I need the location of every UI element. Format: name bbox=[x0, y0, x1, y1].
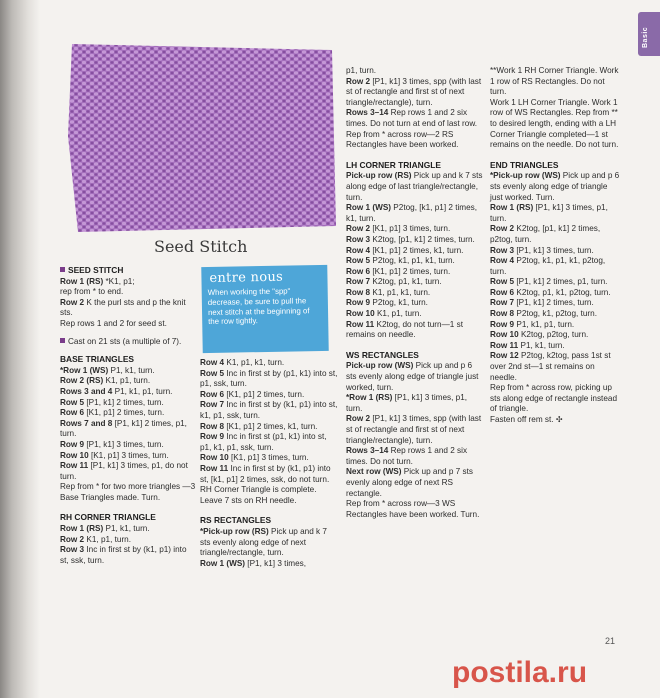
instruction-line bbox=[346, 66, 484, 77]
spacer bbox=[346, 151, 484, 160]
instruction-text: [K1, p1] 3 times, turn. bbox=[370, 224, 451, 234]
row-label: Row 10 bbox=[490, 330, 519, 340]
instruction-text: [K1, p1] 3 times, turn. bbox=[228, 453, 309, 463]
instruction-text: RS RECTANGLES bbox=[200, 515, 272, 526]
instruction-line bbox=[200, 369, 338, 390]
instruction-line bbox=[346, 256, 484, 267]
instruction-line bbox=[490, 256, 622, 277]
instruction-text: Pick up and p 6 sts evenly along edge of triangle just worked, turn. bbox=[346, 361, 479, 392]
instruction-line bbox=[490, 298, 622, 309]
instruction-line bbox=[346, 361, 484, 393]
instruction-text: [K1, p1] 2 times, k1, turn. bbox=[370, 245, 464, 255]
row-label: Rows 3–14 bbox=[346, 446, 389, 456]
instruction-text: Inc in first st (p1, k1) into st, p1, k1, p1, ssk, turn. bbox=[200, 432, 327, 452]
row-label: Row 8 bbox=[490, 309, 515, 319]
instruction-line bbox=[200, 453, 338, 464]
instruction-line bbox=[346, 499, 484, 520]
instruction-text: RH CORNER TRIANGLE bbox=[60, 512, 156, 523]
instruction-text: Rep from * for two more triangles —3 Base Triangles made. Turn. bbox=[60, 482, 196, 502]
instruction-text: P1, k1, p1, turn. bbox=[112, 386, 173, 396]
row-label: Row 10 bbox=[60, 450, 89, 460]
instruction-text: LH CORNER TRIANGLE bbox=[346, 159, 441, 170]
row-label: Row 11 bbox=[346, 319, 375, 329]
instruction-text: Cast on 21 sts (a multiple of 7). bbox=[68, 336, 182, 346]
row-label: Row 5 bbox=[60, 397, 85, 407]
spacer bbox=[60, 347, 196, 354]
tip-box-text: When working the "spp" decrease, be sure to pull the next stitch at the beginning of the row tightly. bbox=[207, 286, 310, 327]
instruction-text: [P1, k1] 3 times, turn. bbox=[84, 439, 164, 449]
row-label: Row 5 bbox=[490, 277, 515, 287]
section-heading bbox=[60, 265, 196, 276]
row-label: Row 5 bbox=[200, 368, 225, 378]
instruction-line bbox=[60, 545, 196, 566]
instruction-line bbox=[490, 246, 622, 257]
instruction-text: SEED STITCH bbox=[68, 265, 124, 275]
column-1 bbox=[60, 265, 196, 566]
instruction-line bbox=[346, 171, 484, 203]
instruction-line bbox=[346, 298, 484, 309]
section-heading bbox=[200, 515, 338, 526]
instruction-text: K1, p1, k1, turn. bbox=[224, 358, 285, 367]
instruction-line bbox=[200, 400, 338, 421]
instruction-text: K1, p1, turn. bbox=[374, 309, 422, 319]
instruction-line bbox=[200, 432, 338, 453]
instruction-line bbox=[346, 288, 484, 299]
row-label: Row 8 bbox=[200, 421, 225, 431]
instruction-line bbox=[346, 108, 484, 129]
row-label: Row 1 (RS) bbox=[490, 203, 534, 213]
instruction-line bbox=[490, 351, 622, 383]
instruction-text: RH Corner Triangle is complete. Leave 7 sts on RH needle. bbox=[200, 485, 317, 505]
instruction-line bbox=[490, 309, 622, 320]
instruction-text: P2tog, k1, turn. bbox=[370, 298, 428, 308]
section-heading bbox=[60, 354, 196, 365]
instruction-line bbox=[60, 319, 196, 330]
instruction-text: WS RECTANGLES bbox=[346, 349, 419, 360]
instruction-text: K2tog, [p1, k1] 2 times, turn. bbox=[370, 234, 475, 244]
instruction-text: Inc in first st by (p1, k1) into st, p1, ssk, turn. bbox=[200, 368, 338, 389]
row-label: Rows 7 and 8 bbox=[60, 418, 113, 428]
instruction-line bbox=[60, 535, 196, 546]
instruction-text: rep from * to end. bbox=[60, 287, 124, 297]
row-label: Row 9 bbox=[200, 432, 225, 442]
instruction-line bbox=[346, 467, 484, 499]
row-label: Row 6 bbox=[200, 389, 225, 399]
instruction-text: Inc in first st by (k1, p1) into st, ssk, turn. bbox=[60, 545, 187, 565]
instruction-line bbox=[60, 482, 196, 503]
row-label: Row 2 bbox=[490, 224, 515, 234]
instruction-text: Fasten off rem st. ✣ bbox=[490, 415, 563, 424]
instruction-text: *K1, p1; bbox=[103, 276, 135, 286]
instruction-text: K the purl sts and p the knit sts. bbox=[60, 297, 186, 318]
instruction-text: P1, k1, turn. bbox=[103, 524, 150, 534]
row-label: Row 9 bbox=[490, 319, 515, 329]
row-label: Row 2 bbox=[346, 414, 371, 424]
section-tab-label: Basic bbox=[642, 26, 649, 48]
spacer bbox=[200, 506, 338, 515]
watermark-text: postila.ru bbox=[452, 656, 588, 689]
row-label: Row 6 bbox=[60, 408, 85, 418]
row-label: Row 12 bbox=[490, 351, 519, 361]
row-label: Row 7 bbox=[200, 400, 225, 410]
instruction-line bbox=[60, 440, 196, 451]
instruction-line bbox=[60, 366, 196, 377]
spacer bbox=[490, 151, 622, 160]
instruction-line bbox=[346, 414, 484, 446]
instruction-line bbox=[200, 485, 338, 506]
row-label: Row 6 bbox=[490, 287, 515, 297]
instruction-line bbox=[346, 446, 484, 467]
book-spine bbox=[0, 0, 40, 698]
row-label: Pick-up row (WS) bbox=[346, 361, 414, 371]
row-label: Pick-up row (RS) bbox=[346, 171, 412, 181]
instruction-line bbox=[60, 461, 196, 482]
instruction-line bbox=[200, 464, 338, 485]
row-label: Row 6 bbox=[346, 266, 371, 276]
watermark-logo bbox=[436, 654, 658, 692]
instruction-line bbox=[60, 398, 196, 409]
instruction-text: [K1, p1] 2 times, k1, turn. bbox=[224, 421, 318, 431]
instruction-line bbox=[490, 224, 622, 245]
instruction-line bbox=[346, 320, 484, 341]
instruction-text: K2tog, p1, k1, turn. bbox=[370, 277, 442, 287]
instruction-line bbox=[60, 524, 196, 535]
instruction-text: [K1, p1] 2 times, turn. bbox=[84, 408, 165, 418]
row-label: Next row (WS) bbox=[346, 467, 402, 477]
page-number: 21 bbox=[605, 636, 616, 646]
instruction-line bbox=[346, 277, 484, 288]
instruction-line bbox=[490, 98, 622, 151]
row-label: *Row 1 (RS) bbox=[346, 393, 393, 403]
section-heading bbox=[60, 512, 196, 523]
instruction-text: Pick up and p 6 sts evenly along edge of triangle just worked. Turn. bbox=[490, 171, 620, 202]
instruction-line bbox=[60, 451, 196, 462]
row-label: Row 2 bbox=[60, 534, 85, 544]
instruction-line bbox=[60, 419, 196, 440]
instruction-line bbox=[346, 309, 484, 320]
instruction-line bbox=[490, 330, 622, 341]
instruction-text: P2tog, k1, p2tog, turn. bbox=[514, 309, 597, 319]
instruction-text: K2tog, [p1, k1] 2 times, p2tog, turn. bbox=[490, 224, 601, 244]
section-heading bbox=[346, 160, 484, 171]
instruction-text: P1, k1, turn. bbox=[518, 340, 565, 350]
instruction-line bbox=[346, 246, 484, 257]
instruction-text: K1, p1, turn. bbox=[103, 376, 151, 386]
instruction-text: BASE TRIANGLES bbox=[60, 354, 134, 365]
instruction-line bbox=[200, 358, 338, 369]
instruction-line bbox=[346, 130, 484, 151]
row-label: Row 1 (WS) bbox=[200, 558, 246, 568]
row-label: Row 4 bbox=[346, 245, 371, 255]
instruction-line bbox=[200, 390, 338, 401]
row-label: Row 2 bbox=[60, 297, 85, 307]
instruction-text: [P1, k1] 2 times, p1, turn. bbox=[60, 418, 187, 439]
instruction-text: P1, k1, p1, turn. bbox=[514, 319, 575, 329]
seed-stitch-swatch-image bbox=[62, 36, 342, 236]
instruction-line bbox=[346, 224, 484, 235]
instruction-text: Pick up and k 7 sts evenly along edge of next triangle/rectangle, turn. bbox=[200, 526, 327, 558]
instruction-text: K1, p1, turn. bbox=[84, 534, 132, 544]
instruction-text: K2tog, p2tog, turn. bbox=[518, 330, 589, 340]
instruction-text: **Work 1 RH Corner Triangle. Work 1 row of RS Rectangles. Do not turn. bbox=[490, 66, 619, 97]
row-label: Row 3 bbox=[490, 245, 515, 255]
instruction-text: Pick up and k 7 sts along edge of last triangle/rectangle, turn. bbox=[346, 171, 483, 202]
instruction-text: Inc in first st by (k1, p1) into st, k1, p1, ssk, turn. bbox=[200, 400, 338, 420]
instruction-text: [P1, k1] 3 times, p1, turn. bbox=[346, 393, 468, 413]
row-label: Row 4 bbox=[200, 358, 225, 367]
instruction-text: [P1, k1] 3 times, spp (with last st of rectangle and first st of next triangle/rectangle), turn. bbox=[346, 76, 482, 107]
instruction-line bbox=[60, 337, 196, 348]
instruction-line bbox=[200, 559, 338, 570]
instruction-text: K1, p1, k1, turn. bbox=[370, 287, 431, 297]
row-label: Row 8 bbox=[346, 287, 371, 297]
instruction-line bbox=[490, 66, 622, 98]
instruction-text: Rep rows 1 and 2 six times. Do not turn. bbox=[346, 446, 468, 466]
instruction-line bbox=[490, 203, 622, 224]
instruction-text: Rep from * across row—3 WS Rectangles have been worked. Turn. bbox=[346, 499, 480, 519]
row-label: Row 1 (RS) bbox=[60, 524, 104, 534]
instruction-text: Rep from * across row, picking up sts along edge of rectangle instead of triangle. bbox=[490, 383, 617, 414]
row-label: Rows 3–14 bbox=[346, 108, 389, 118]
instruction-line bbox=[346, 203, 484, 224]
section-tab bbox=[638, 12, 660, 56]
row-label: Row 11 bbox=[490, 340, 519, 350]
row-label: Row 3 bbox=[60, 545, 85, 555]
instruction-text: [P1, k1] 3 times, p1, do not turn. bbox=[60, 461, 188, 481]
instruction-line bbox=[60, 287, 196, 298]
bullet-square-icon bbox=[60, 267, 65, 272]
instruction-line bbox=[60, 408, 196, 419]
instruction-line bbox=[490, 277, 622, 288]
row-label: *Pick-up row (WS) bbox=[490, 171, 561, 181]
instruction-line bbox=[490, 320, 622, 331]
instruction-text: K2tog, do not turn—1 st remains on needle. bbox=[346, 319, 463, 340]
instruction-line bbox=[346, 235, 484, 246]
instruction-line bbox=[490, 288, 622, 299]
instruction-line bbox=[60, 387, 196, 398]
instruction-text: Work 1 LH Corner Triangle. Work 1 row of WS Rectangles. Rep from ** to desired length, ending with a LH Corner Triangle completed—1 st remains on the needle. Do not turn. bbox=[490, 97, 619, 150]
instruction-text: P2tog, [k1, p1] 2 times, k1, turn. bbox=[346, 203, 478, 223]
instruction-line bbox=[490, 341, 622, 352]
row-label: Row 7 bbox=[346, 277, 371, 287]
row-label: Row 9 bbox=[346, 298, 371, 308]
instruction-text: [P1, k1] 2 times, p1, turn. bbox=[514, 277, 608, 287]
row-label: Row 1 (RS) bbox=[60, 276, 104, 286]
row-label: Row 11 bbox=[200, 463, 229, 473]
instruction-text: P2tog, k1, p1, k1, p2tog, turn. bbox=[490, 256, 606, 276]
instruction-line bbox=[200, 527, 338, 559]
instruction-text: END TRIANGLES bbox=[490, 159, 559, 170]
row-label: Row 10 bbox=[346, 309, 375, 319]
instruction-line bbox=[60, 376, 196, 387]
row-label: Row 2 bbox=[346, 224, 371, 234]
instruction-text: [K1, p1] 3 times, turn. bbox=[88, 450, 169, 460]
row-label: Row 10 bbox=[200, 453, 229, 463]
spacer bbox=[60, 330, 196, 337]
bullet-square-icon bbox=[60, 338, 65, 343]
instruction-text: P2tog, k2tog, pass 1st st over 2nd st—1 st remains on needle. bbox=[490, 351, 611, 382]
row-label: Row 7 bbox=[490, 298, 515, 308]
column-4 bbox=[490, 66, 622, 426]
column-2 bbox=[200, 358, 338, 569]
instruction-text: [P1, k1] 2 times, turn. bbox=[84, 397, 164, 407]
instruction-text: P2tog, k1, p1, k1, turn. bbox=[370, 256, 455, 266]
instruction-text: P1, k1, turn. bbox=[108, 365, 155, 375]
tip-box-title: entre nous bbox=[209, 269, 284, 286]
spacer bbox=[60, 503, 196, 512]
page-title: Seed Stitch bbox=[154, 237, 248, 256]
instruction-line bbox=[60, 298, 196, 319]
instruction-text: Rep rows 1 and 2 for seed st. bbox=[60, 318, 167, 328]
instruction-line bbox=[490, 171, 622, 203]
row-label: Row 4 bbox=[490, 256, 515, 266]
entre-nous-tip-box bbox=[201, 265, 328, 353]
instruction-text: [P1, k1] 3 times, turn. bbox=[514, 245, 594, 255]
instruction-text: [K1, p1] 2 times, turn. bbox=[370, 266, 451, 276]
instruction-line bbox=[346, 393, 484, 414]
instruction-text: K2tog, p1, k1, p2tog, turn. bbox=[514, 287, 611, 297]
row-label: Row 9 bbox=[60, 439, 85, 449]
row-label: *Row 1 (WS) bbox=[60, 365, 109, 375]
instruction-text: Rep from * across row—2 RS Rectangles have been worked. bbox=[346, 129, 459, 150]
spacer bbox=[346, 341, 484, 350]
instruction-line bbox=[346, 77, 484, 109]
instruction-line bbox=[200, 422, 338, 433]
instruction-text: [P1, k1] 3 times, spp (with last st of rectangle and first st of next triangle/rectangle), turn. bbox=[346, 414, 482, 445]
row-label: Row 11 bbox=[60, 461, 89, 471]
instruction-text: [P1, k1] 3 times, bbox=[245, 558, 307, 568]
instruction-text: Rep rows 1 and 2 six times. Do not turn at end of last row. bbox=[346, 108, 478, 128]
instruction-line bbox=[346, 267, 484, 278]
row-label: *Pick-up row (RS) bbox=[200, 526, 269, 536]
row-label: Row 5 bbox=[346, 256, 371, 266]
instruction-line bbox=[490, 383, 622, 415]
instruction-text: p1, turn. bbox=[346, 66, 377, 75]
instruction-text: [K1, p1] 2 times, turn. bbox=[224, 389, 305, 399]
row-label: Row 2 (RS) bbox=[60, 376, 104, 386]
section-heading bbox=[490, 160, 622, 171]
instruction-line bbox=[60, 277, 196, 288]
instruction-text: [P1, k1] 3 times, p1, turn. bbox=[490, 203, 608, 223]
column-3 bbox=[346, 66, 484, 520]
instruction-text: Pick up and p 7 sts evenly along edge of next RS rectangle. bbox=[346, 467, 473, 498]
section-heading bbox=[346, 350, 484, 361]
row-label: Row 3 bbox=[346, 234, 371, 244]
row-label: Row 2 bbox=[346, 76, 371, 86]
row-label: Row 1 (WS) bbox=[346, 203, 392, 213]
instruction-line bbox=[490, 415, 622, 426]
instruction-text: Inc in first st by (k1, p1) into st, [k1, p1] 2 times, ssk, do not turn. bbox=[200, 463, 331, 484]
instruction-text: [P1, k1] 2 times, turn. bbox=[514, 298, 594, 308]
row-label: Rows 3 and 4 bbox=[60, 386, 113, 396]
